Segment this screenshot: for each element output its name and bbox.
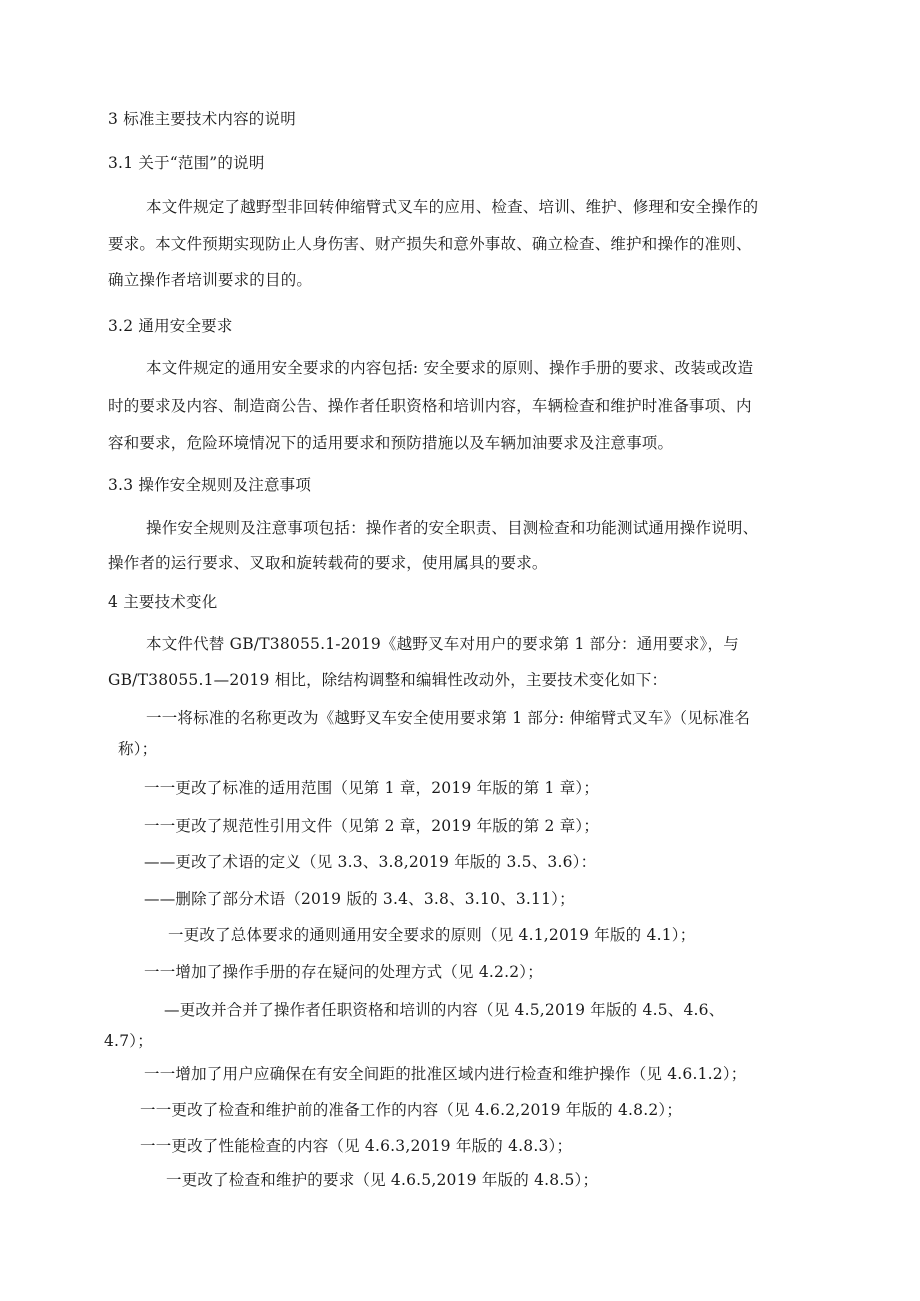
list-item: 一一更改了标准的适用范围（见第 1 章，2019 年版的第 1 章）； <box>144 779 600 797</box>
list-item-continuation: 称）； <box>118 740 158 758</box>
heading-section-3-1: 3.1 关于“范围”的说明 <box>108 154 265 172</box>
heading-section-3: 3 标准主要技术内容的说明 <box>108 110 296 128</box>
paragraph-line: 本文件代替 GB/T38055.1-2019《越野叉车对用户的要求第 1 部分：通用要求》，与 <box>146 635 739 653</box>
heading-section-3-3: 3.3 操作安全规则及注意事项 <box>108 476 312 494</box>
paragraph-line: 确立操作者培训要求的目的。 <box>108 271 313 289</box>
list-item: 一更改了检查和维护的要求（见 4.6.5,2019 年版的 4.8.5）； <box>166 1171 599 1189</box>
list-item: ——删除了部分术语（2019 版的 3.4、3.8、3.10、3.11）； <box>144 890 575 908</box>
paragraph-line: 容和要求，危险环境情况下的适用要求和预防措施以及车辆加油要求及注意事项。 <box>108 434 674 452</box>
paragraph-line: 操作者的运行要求、叉取和旋转载荷的要求，使用属具的要求。 <box>108 554 548 572</box>
paragraph-line: 要求。本文件预期实现防止人身伤害、财产损失和意外事故、确立检查、维护和操作的准则、 <box>108 235 752 253</box>
paragraph-line: 本文件规定的通用安全要求的内容包括: 安全要求的原则、操作手册的要求、改装或改造 <box>146 359 754 377</box>
list-item: 一一增加了操作手册的存在疑问的处理方式（见 4.2.2）； <box>144 963 543 981</box>
list-item: 一一增加了用户应确保在有安全间距的批准区域内进行检查和维护操作（见 4.6.1.2）； <box>144 1065 747 1083</box>
heading-section-3-2: 3.2 通用安全要求 <box>108 317 233 335</box>
paragraph-line: 本文件规定了越野型非回转伸缩臂式叉车的应用、检查、培训、维护、修理和安全操作的 <box>146 198 759 216</box>
paragraph-line: GB/T38055.1—2019 相比，除结构调整和编辑性改动外，主要技术变化如下： <box>108 671 668 689</box>
list-item: 一一更改了规范性引用文件（见第 2 章，2019 年版的第 2 章）； <box>144 817 600 835</box>
paragraph-line: 时的要求及内容、制造商公告、操作者任职资格和培训内容，车辆检查和维护时准备事项、内 <box>108 397 752 415</box>
list-item: 一一更改了检查和维护前的准备工作的内容（见 4.6.2,2019 年版的 4.8.2）； <box>140 1101 683 1119</box>
list-item: ——更改了术语的定义（见 3.3、3.8,2019 年版的 3.5、3.6）： <box>144 853 597 871</box>
paragraph-line: 操作安全规则及注意事项包括：操作者的安全职责、目测检查和功能测试通用操作说明、 <box>146 519 759 537</box>
list-item: 一一将标准的名称更改为《越野叉车安全使用要求第 1 部分: 伸缩臂式叉车》（见标准名 <box>146 709 751 727</box>
list-item: 一更改了总体要求的通则通用安全要求的原则（见 4.1,2019 年版的 4.1）； <box>168 926 696 944</box>
heading-section-4: 4 主要技术变化 <box>108 593 218 611</box>
list-item-continuation: 4.7）； <box>104 1032 153 1050</box>
list-item: —更改并合并了操作者任职资格和培训的内容（见 4.5,2019 年版的 4.5、4.6、 <box>164 1001 725 1019</box>
list-item: 一一更改了性能检查的内容（见 4.6.3,2019 年版的 4.8.3）； <box>140 1137 573 1155</box>
